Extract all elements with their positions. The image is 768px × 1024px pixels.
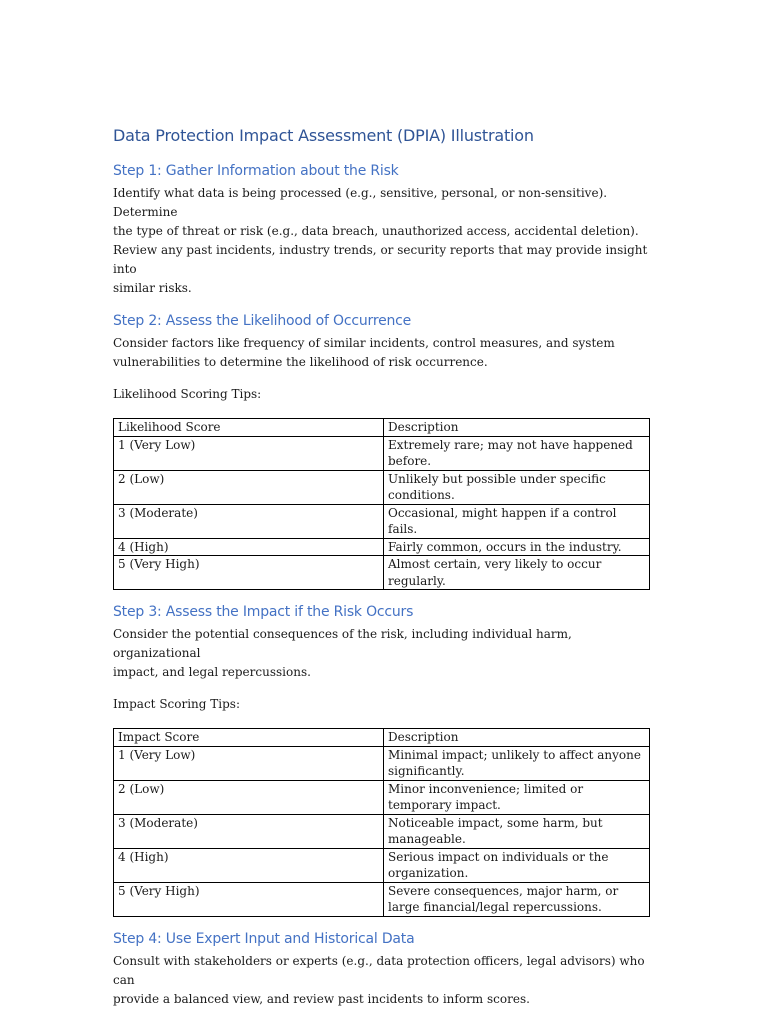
table-row: [114, 436, 650, 470]
description-cell: Almost certain, very likely to occur regularly.: [384, 556, 650, 590]
impact-tips-label: Impact Scoring Tips:: [113, 697, 241, 711]
score-cell: 3 (Moderate): [114, 814, 384, 848]
step3-line: impact, and legal repercussions.: [113, 665, 311, 679]
step1-line: the type of threat or risk (e.g., data breach, unauthorized access, accidental deletion).: [113, 224, 639, 238]
step3-paragraph: [113, 625, 649, 682]
description-cell: Serious impact on individuals or the organization.: [384, 848, 650, 882]
description-cell: Minor inconvenience; limited or temporary impact.: [384, 780, 650, 814]
score-cell: 4 (High): [114, 538, 384, 556]
likelihood-table: [113, 418, 650, 590]
description-cell: Occasional, might happen if a control fails.: [384, 504, 650, 538]
score-cell: 1 (Very Low): [114, 436, 384, 470]
description-cell: Fairly common, occurs in the industry.: [384, 538, 650, 556]
description-cell: Extremely rare; may not have happened before.: [384, 436, 650, 470]
document-title: Data Protection Impact Assessment (DPIA) Illustration: [113, 126, 534, 145]
document-page: [113, 120, 649, 1009]
score-cell: 2 (Low): [114, 470, 384, 504]
step1-paragraph: [113, 184, 649, 298]
table-row: [114, 780, 650, 814]
table-row: [114, 470, 650, 504]
table-header-cell: Likelihood Score: [114, 419, 384, 437]
table-row: [114, 848, 650, 882]
step2-heading: Step 2: Assess the Likelihood of Occurrence: [113, 313, 412, 329]
table-row: [114, 538, 650, 556]
likelihood-tips-label: Likelihood Scoring Tips:: [113, 387, 262, 401]
step4-paragraph: [113, 952, 649, 1009]
table-header-cell: Impact Score: [114, 729, 384, 747]
table-row: [114, 814, 650, 848]
step3-heading: Step 3: Assess the Impact if the Risk Occurs: [113, 604, 414, 620]
score-cell: 4 (High): [114, 848, 384, 882]
score-cell: 3 (Moderate): [114, 504, 384, 538]
score-cell: 2 (Low): [114, 780, 384, 814]
step2-line: vulnerabilities to determine the likelihood of risk occurrence.: [113, 355, 488, 369]
step3-line: Consider the potential consequences of the risk, including individual harm, organizational: [113, 627, 572, 660]
description-cell: Unlikely but possible under specific conditions.: [384, 470, 650, 504]
step4-line: Consult with stakeholders or experts (e.g., data protection officers, legal advisors) who can: [113, 953, 645, 987]
description-cell: Minimal impact; unlikely to affect anyone significantly.: [384, 746, 650, 780]
table-header-row: [114, 419, 650, 437]
impact-table: [113, 728, 650, 917]
step2-paragraph: [113, 334, 649, 372]
step1-line: Review any past incidents, industry trends, or security reports that may provide insight into: [113, 243, 648, 276]
score-cell: 5 (Very High): [114, 882, 384, 916]
table-header-cell: Description: [384, 729, 650, 747]
table-row: [114, 746, 650, 780]
score-cell: 5 (Very High): [114, 556, 384, 590]
description-cell: Severe consequences, major harm, or large financial/legal repercussions.: [384, 882, 650, 916]
step1-line: Identify what data is being processed (e.g., sensitive, personal, or non-sensitive). Determine: [113, 186, 608, 219]
score-cell: 1 (Very Low): [114, 746, 384, 780]
table-header-cell: Description: [384, 419, 650, 437]
step1-line: similar risks.: [113, 281, 192, 295]
step1-heading: Step 1: Gather Information about the Risk: [113, 163, 399, 179]
step4-line: provide a balanced view, and review past incidents to inform scores.: [113, 991, 530, 1006]
table-row: [114, 882, 650, 916]
table-row: [114, 556, 650, 590]
description-cell: Noticeable impact, some harm, but manageable.: [384, 814, 650, 848]
table-row: [114, 504, 650, 538]
step2-line: Consider factors like frequency of similar incidents, control measures, and system: [113, 336, 615, 350]
step4-heading: Step 4: Use Expert Input and Historical Data: [113, 930, 415, 947]
table-header-row: [114, 729, 650, 747]
